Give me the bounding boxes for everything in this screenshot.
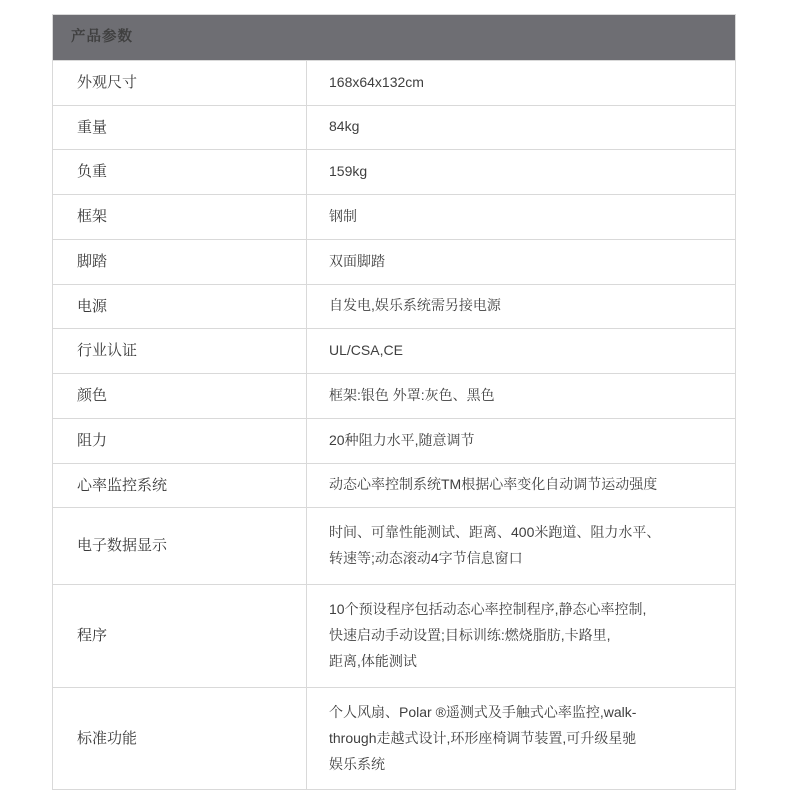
spec-value-line: 84kg: [329, 118, 360, 135]
table-row: [53, 687, 736, 790]
spec-value: [307, 687, 736, 790]
spec-label: 外观尺寸: [53, 60, 307, 105]
spec-label: 负重: [53, 150, 307, 195]
spec-label: 电子数据显示: [53, 508, 307, 585]
spec-value: [307, 239, 736, 284]
spec-value: [307, 195, 736, 240]
table-row: [53, 374, 736, 419]
spec-value-line: 框架:银色 外罩:灰色、黑色: [329, 386, 495, 403]
spec-label: 程序: [53, 585, 307, 688]
table-row: [53, 463, 736, 508]
spec-value-line: 自发电,娱乐系统需另接电源: [329, 297, 501, 314]
table-row: [53, 284, 736, 329]
spec-value-line: 距离,体能测试: [329, 652, 417, 669]
product-spec-table: [52, 14, 736, 790]
spec-value: [307, 105, 736, 150]
spec-value: [307, 150, 736, 195]
spec-value-line: 快速启动手动设置;目标训练:燃烧脂肪,卡路里,: [329, 626, 611, 643]
spec-table-body: [53, 15, 736, 790]
spec-label: 阻力: [53, 418, 307, 463]
spec-label: 心率监控系统: [53, 463, 307, 508]
table-row: [53, 195, 736, 240]
spec-label: 行业认证: [53, 329, 307, 374]
spec-value: [307, 284, 736, 329]
spec-label: 框架: [53, 195, 307, 240]
spec-label: 电源: [53, 284, 307, 329]
spec-value-line: UL/CSA,CE: [329, 342, 403, 359]
table-row: [53, 329, 736, 374]
spec-value: [307, 329, 736, 374]
table-row: [53, 418, 736, 463]
spec-label: 标准功能: [53, 687, 307, 790]
spec-value-line: 娱乐系统: [329, 755, 385, 772]
spec-value-line: 159kg: [329, 163, 368, 180]
spec-value-line: 转速等;动态滚动4字节信息窗口: [329, 550, 523, 567]
table-row: [53, 60, 736, 105]
spec-value: [307, 418, 736, 463]
spec-value-line: 个人风扇、Polar ®遥测式及手触式心率监控,walk-: [329, 703, 637, 720]
spec-value-line: 时间、可靠性能测试、距离、400米跑道、阻力水平、: [329, 524, 661, 541]
spec-value-line: 动态心率控制系统TM根据心率变化自动调节运动强度: [329, 476, 658, 493]
table-row: [53, 150, 736, 195]
table-row: [53, 585, 736, 688]
spec-value-line: 168x64x132cm: [329, 73, 424, 90]
table-row: [53, 239, 736, 284]
spec-value-line: 20种阻力水平,随意调节: [329, 431, 475, 448]
spec-value: [307, 508, 736, 585]
spec-value: [307, 585, 736, 688]
spec-table-header-row: [53, 15, 736, 61]
table-row: [53, 508, 736, 585]
spec-value-line: through走越式设计,环形座椅调节装置,可升级星驰: [329, 729, 637, 746]
spec-label: 脚踏: [53, 239, 307, 284]
spec-value-line: 双面脚踏: [329, 252, 385, 269]
spec-label: 重量: [53, 105, 307, 150]
spec-value-line: 10个预设程序包括动态心率控制程序,静态心率控制,: [329, 601, 647, 618]
table-row: [53, 105, 736, 150]
spec-value: [307, 463, 736, 508]
spec-label: 颜色: [53, 374, 307, 419]
spec-value-line: 钢制: [329, 207, 357, 224]
spec-value: [307, 60, 736, 105]
spec-table-title: 产品参数: [53, 15, 736, 61]
spec-value: [307, 374, 736, 419]
